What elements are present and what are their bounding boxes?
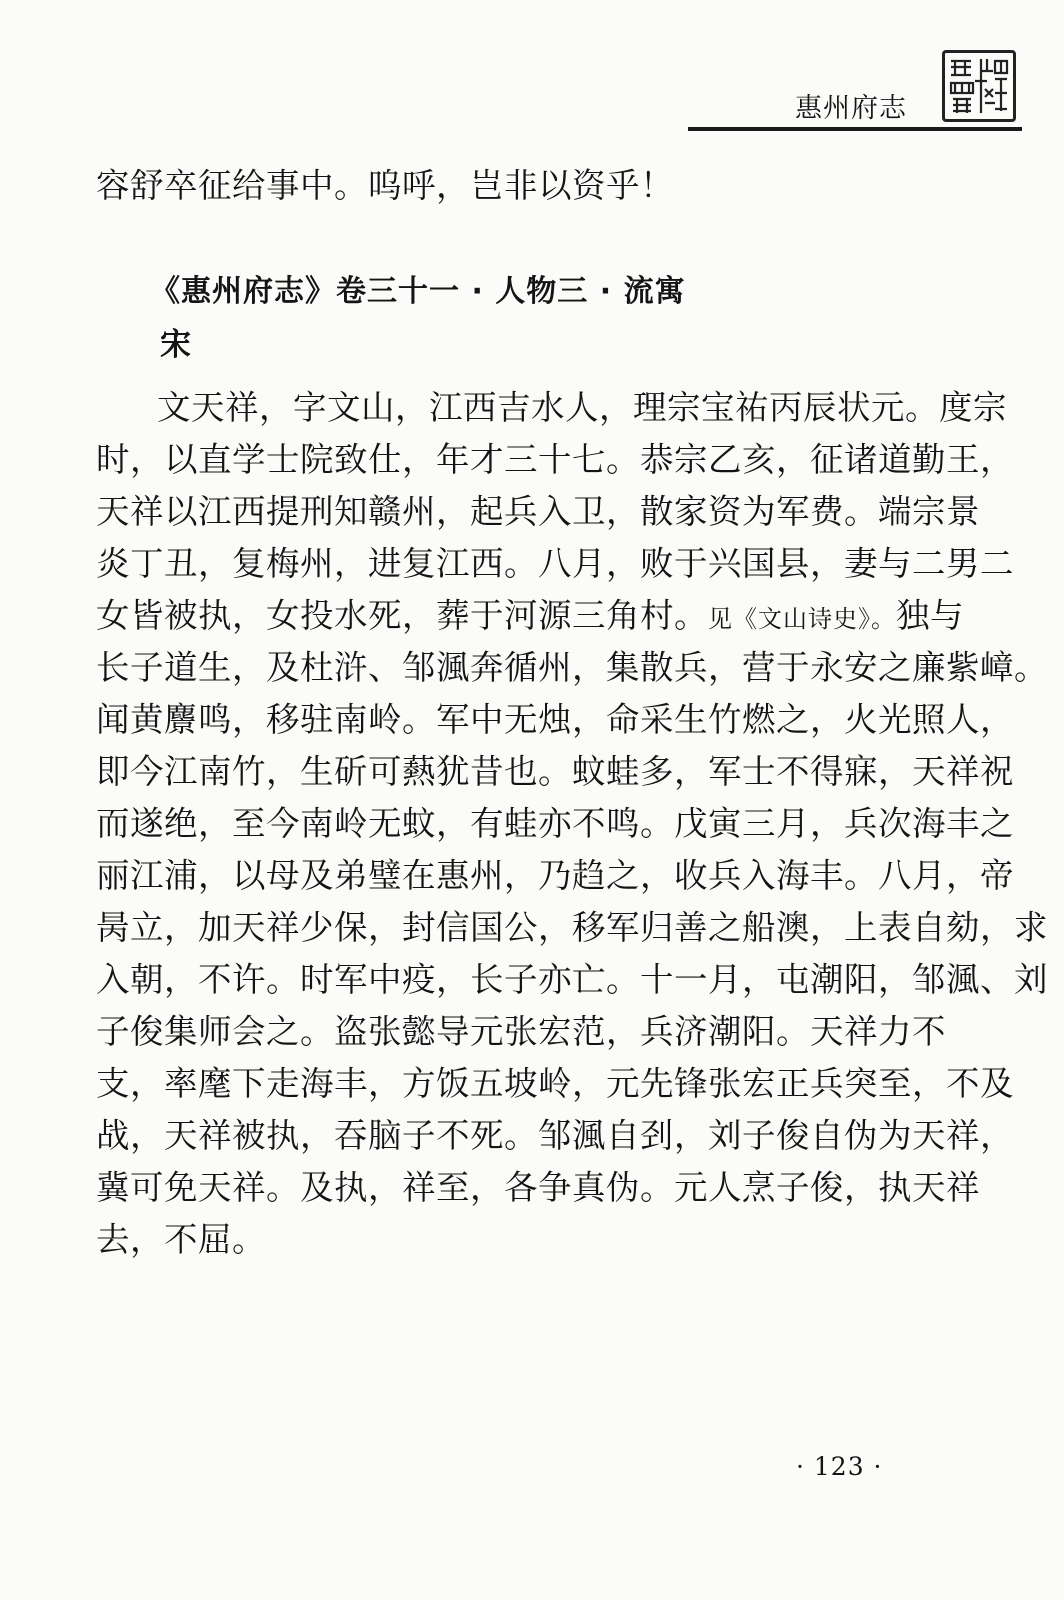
square-seal-stamp-icon bbox=[942, 50, 1016, 122]
body-line-07: 闻黄麖鸣，移驻南岭。军中无烛，命采生竹燃之，火光照人， bbox=[96, 700, 1014, 739]
body-line-17: 去，不屈。 bbox=[96, 1220, 266, 1259]
section-title: 《惠州府志》卷三十一 · 人物三 · 流寓 bbox=[150, 274, 686, 309]
body-line-16: 冀可免天祥。及执，祥至，各争真伪。元人烹子俊，执天祥 bbox=[96, 1168, 980, 1207]
body-line-02: 时，以直学士院致仕，年才三十七。恭宗乙亥，征诸道勤王， bbox=[96, 440, 1014, 479]
body-line-12: 入朝，不许。时军中疫，长子亦亡。十一月，屯潮阳，邹渢、刘 bbox=[96, 960, 1048, 999]
body-line-05 bbox=[96, 588, 964, 647]
header-rule bbox=[688, 127, 1022, 131]
body-line-11: 昺立，加天祥少保，封信国公，移军归善之船澳，上表自劾，求 bbox=[96, 908, 1048, 947]
page-number: · 123 · bbox=[796, 1452, 883, 1481]
source-note: 见《文山诗史》。 bbox=[708, 605, 896, 633]
body-line-13: 子俊集师会之。盗张懿导元张宏范，兵济潮阳。天祥力不 bbox=[96, 1012, 946, 1051]
body-line-03: 天祥以江西提刑知赣州，起兵入卫，散家资为军费。端宗景 bbox=[96, 492, 980, 531]
body-line-08: 即今江南竹，生斫可爇犹昔也。蚊蛙多，军士不得寐，天祥祝 bbox=[96, 752, 1014, 791]
body-line-09: 而遂绝，至今南岭无蚊，有蛙亦不鸣。戊寅三月，兵次海丰之 bbox=[96, 804, 1014, 843]
body-line-01: 文天祥，字文山，江西吉水人，理宗宝祐丙辰状元。度宗 bbox=[157, 388, 1007, 427]
body-line-05-text: 女皆被执，女投水死，葬于河源三角村。 bbox=[96, 596, 708, 635]
body-line-04: 炎丁丑，复梅州，进复江西。八月，败于兴国县，妻与二男二 bbox=[96, 544, 1014, 583]
body-line-05-tail: 独与 bbox=[896, 596, 964, 635]
dynasty-heading: 宋 bbox=[160, 327, 191, 363]
running-header-title: 惠州府志 bbox=[795, 93, 907, 124]
body-line-06: 长子道生，及杜浒、邹渢奔循州，集散兵，营于永安之廉紫嶂。 bbox=[96, 648, 1048, 687]
body-line-15: 战，天祥被执，吞脑子不死。邹渢自刭，刘子俊自伪为天祥， bbox=[96, 1116, 1014, 1155]
continuation-line: 容舒卒征给事中。呜呼，岂非以资乎！ bbox=[96, 166, 674, 205]
body-line-10: 丽江浦，以母及弟璧在惠州，乃趋之，收兵入海丰。八月，帝 bbox=[96, 856, 1014, 895]
body-line-14: 支，率麾下走海丰，方饭五坡岭，元先锋张宏正兵突至，不及 bbox=[96, 1064, 1014, 1103]
